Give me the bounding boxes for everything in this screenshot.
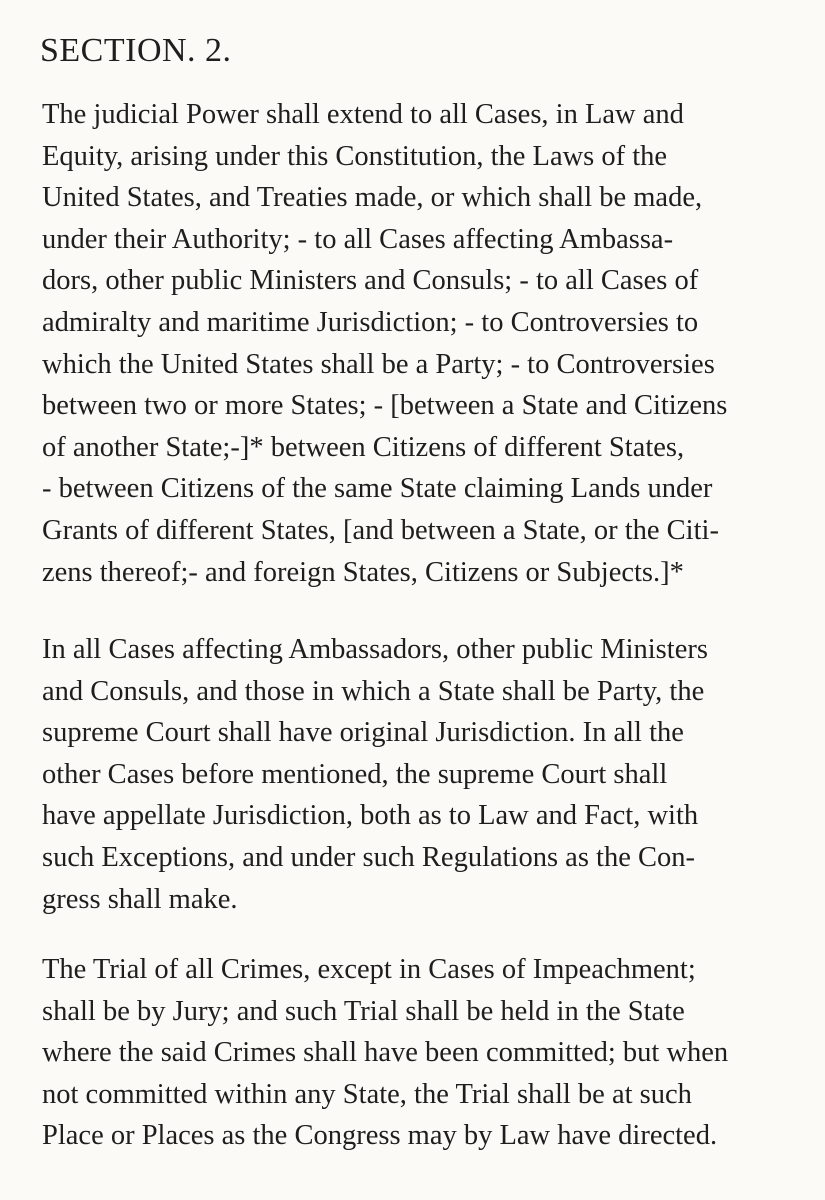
text-line: not committed within any State, the Trial shall be at such	[42, 1078, 692, 1110]
text-line: and Consuls, and those in which a State shall be Party, the	[42, 675, 705, 707]
text-line: admiralty and maritime Jurisdiction; - to Controversies to	[42, 306, 699, 338]
text-line: The Trial of all Crimes, except in Cases of Impeachment;	[42, 954, 696, 985]
text-line: Place or Places as the Congress may by Law have directed.	[42, 1120, 718, 1152]
text-line: under their Authority; - to all Cases affecting Ambassa-	[42, 223, 674, 255]
text-line: have appellate Jurisdiction, both as to Law and Fact, with	[42, 800, 699, 832]
paragraph-judicial-power	[42, 94, 727, 593]
text-line: - between Citizens of the same State claiming Lands under	[42, 473, 713, 505]
text-line: Grants of different States, [and between a State, or the Citi-	[42, 514, 719, 546]
text-line: between two or more States; - [between a State and Citizens	[42, 390, 728, 422]
text-line: dors, other public Ministers and Consuls; - to all Cases of	[42, 265, 699, 297]
text-line: In all Cases affecting Ambassadors, other public Ministers	[42, 634, 708, 665]
text-line: which the United States shall be a Party; - to Controversies	[42, 348, 715, 380]
paragraph-trial-by-jury	[42, 949, 728, 1157]
text-line: of another State;-]* between Citizens of different States,	[42, 431, 685, 463]
text-line: where the said Crimes shall have been committed; but when	[42, 1037, 729, 1069]
text-line: The judicial Power shall extend to all Cases, in Law and	[42, 99, 684, 130]
text-line: Equity, arising under this Constitution, the Laws of the	[42, 140, 668, 172]
text-line: United States, and Treaties made, or which shall be made,	[42, 182, 703, 214]
text-line: such Exceptions, and under such Regulations as the Con-	[42, 841, 695, 873]
text-line: shall be by Jury; and such Trial shall be held in the State	[42, 995, 685, 1027]
section-title: SECTION. 2.	[40, 32, 232, 69]
text-line: other Cases before mentioned, the supreme Court shall	[42, 758, 668, 790]
text-line: gress shall make.	[42, 883, 238, 915]
text-line: supreme Court shall have original Jurisdiction. In all the	[42, 717, 684, 749]
text-line: zens thereof;- and foreign States, Citizens or Subjects.]*	[42, 556, 684, 588]
paragraph-original-jurisdiction	[42, 629, 708, 920]
